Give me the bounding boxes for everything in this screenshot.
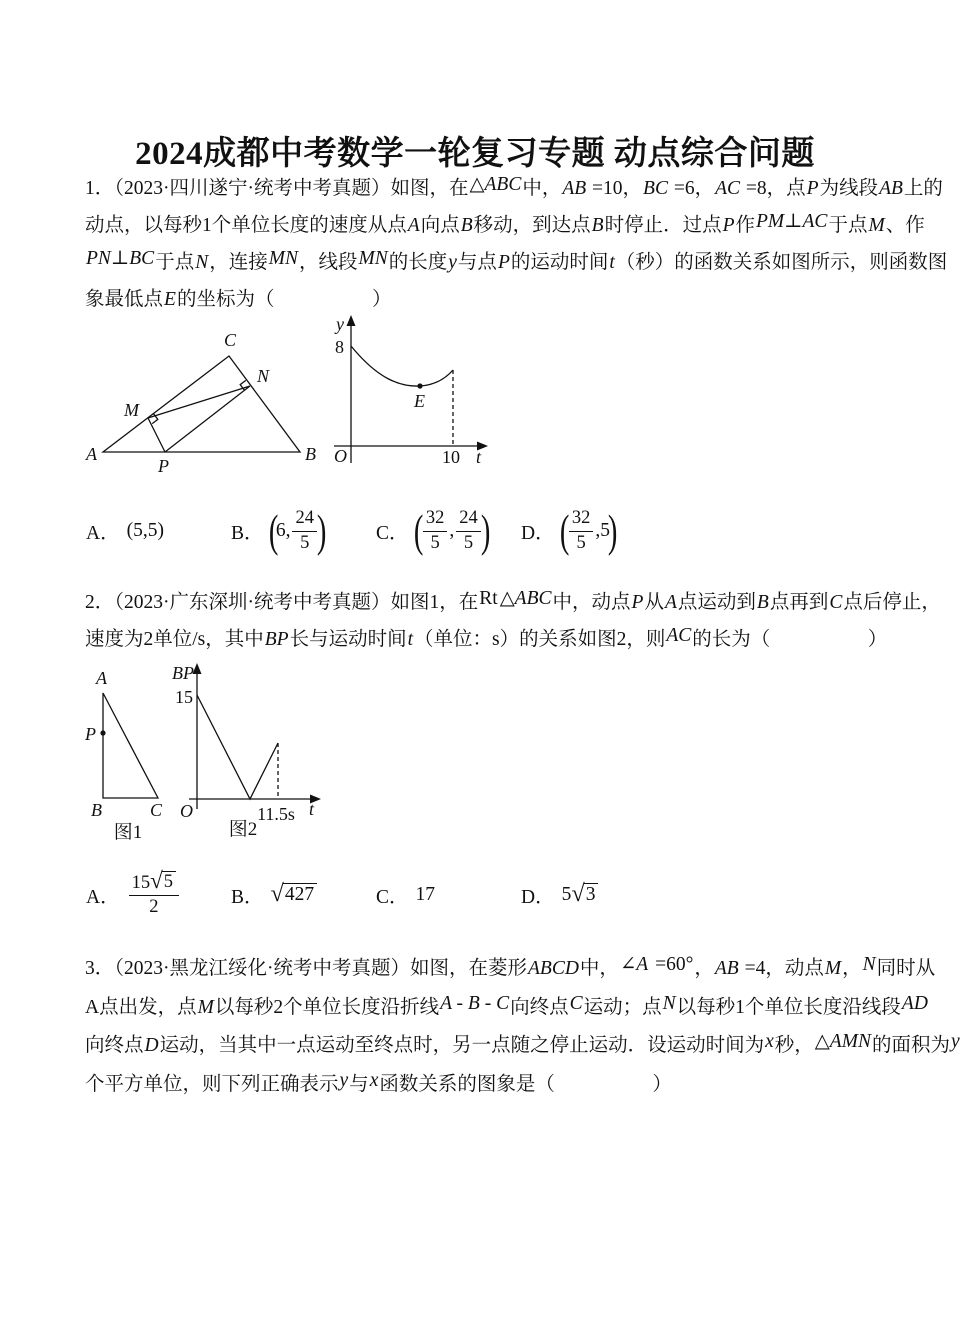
question-2-options [86, 858, 666, 932]
math-segment: ABCD [528, 958, 579, 979]
text-segment: 运动；点 [583, 996, 662, 1018]
origin-label: O [334, 446, 347, 466]
text-segment: ，连接 [209, 252, 268, 273]
fraction [569, 508, 594, 554]
y-axis-label: y [336, 314, 344, 334]
big-paren: ( [268, 505, 278, 557]
question-3-line-4 [85, 1066, 885, 1105]
text-segment: 向终点 [85, 1035, 144, 1056]
text-segment: 15 [131, 873, 151, 894]
math-segment: N [662, 992, 676, 1014]
text-segment: 向点 [420, 215, 460, 236]
math-segment: A [407, 215, 420, 236]
text-segment: 运动，当其中一点运动至终点时，另一点随之停止运动．设运动时间为 [159, 1035, 765, 1056]
option-letter: B． [231, 523, 264, 544]
math-segment: AB [714, 958, 739, 979]
text-segment: 、作 [885, 215, 925, 236]
question-2-line-2 [85, 621, 888, 658]
math-segment: t [609, 252, 615, 273]
label-E: E [414, 391, 425, 411]
radicand: 427 [283, 883, 317, 906]
x-tick-11-5s: 11.5s [257, 804, 295, 824]
label-C: C [150, 800, 163, 820]
big-paren: ( [413, 505, 423, 557]
text-segment: ， [842, 958, 862, 979]
point-P-dot [100, 730, 105, 735]
text-segment: A点出发，点 [85, 996, 197, 1018]
math-segment: D [144, 1035, 159, 1056]
label-P: P [158, 456, 169, 476]
text-segment: 24 [295, 508, 314, 529]
option-letter: B． [231, 887, 264, 908]
option-value [413, 505, 491, 557]
text-segment: 象最低点 [85, 289, 164, 310]
x-axis-label: t [476, 447, 482, 467]
radical-sign: √ [571, 879, 585, 907]
math-segment: Rt [479, 588, 498, 609]
text-segment: 向终点 [510, 996, 569, 1018]
math-segment: N [862, 954, 876, 975]
text-segment: 函数关系的图象是（ ） [379, 1073, 672, 1095]
math-segment: △ABC [499, 588, 552, 609]
q2-option-c [376, 881, 521, 909]
text-segment: =6， [668, 178, 715, 199]
label-N: N [257, 366, 270, 386]
text-segment: 24 [459, 508, 478, 529]
fraction-numerator [569, 508, 594, 531]
math-segment: AD [901, 992, 928, 1014]
text-segment: 17 [415, 884, 436, 905]
fraction [129, 868, 179, 918]
fraction-denominator [300, 532, 309, 554]
fraction-denominator [430, 532, 439, 554]
text-segment: 的坐标为（ ） [176, 289, 392, 310]
option-value [127, 868, 181, 918]
text-segment: 点运动到 [677, 592, 756, 613]
math-segment: AB [879, 178, 903, 199]
text-segment: 与点 [457, 252, 497, 273]
fraction-denominator [464, 532, 473, 554]
text-segment: 的面积为 [871, 1035, 950, 1056]
math-segment: PN⊥BC [86, 248, 155, 269]
text-segment: 2 [149, 897, 159, 918]
option-letter: C． [376, 887, 409, 908]
text-segment: ， [694, 958, 714, 979]
text-segment: 的长为（ ） [692, 629, 888, 650]
big-paren: ) [607, 505, 618, 557]
math-segment: B [591, 215, 604, 236]
question-2-line-1 [85, 584, 941, 621]
math-segment: y [448, 252, 457, 273]
fraction-denominator [577, 532, 586, 554]
text-segment: 的运动时间 [510, 252, 609, 273]
text-segment: 5 [430, 532, 440, 553]
option-letter: A． [86, 886, 120, 908]
math-segment: M [868, 215, 885, 236]
question-3 [85, 950, 960, 1104]
min-point-dot [417, 383, 422, 388]
fraction [456, 508, 481, 554]
text-segment: 个平方单位，则下列正确表示 [85, 1073, 339, 1095]
text-segment: 时停止．过点 [604, 215, 722, 236]
question-2 [85, 584, 941, 658]
math-segment: AB [562, 178, 587, 199]
question-3-line-3 [85, 1027, 960, 1066]
x-axis-label: t [309, 799, 315, 819]
math-segment: B [460, 215, 473, 236]
math-segment: x [765, 1031, 774, 1052]
label-A: A [86, 444, 97, 464]
math-segment: P [722, 215, 735, 236]
text-segment: 2．（2023·广东深圳·统考中考真题）如图1，在 [85, 592, 479, 613]
q1-option-b [231, 505, 376, 557]
text-segment: 5 [463, 532, 474, 553]
question-3-line-2 [85, 989, 928, 1028]
text-segment: （单位：s）的关系如图2，则 [414, 629, 666, 650]
text-segment: 于点 [155, 252, 195, 273]
math-segment: E [164, 289, 176, 310]
y-tick-8: 8 [335, 337, 344, 357]
option-value [561, 879, 599, 907]
square-root [270, 879, 318, 907]
text-segment: , [449, 520, 455, 541]
text-segment: 32 [571, 508, 591, 529]
label-B: B [91, 800, 102, 820]
x-tick-10: 10 [442, 447, 460, 467]
math-segment: B [756, 592, 769, 613]
big-paren: ) [480, 505, 491, 557]
radicand: 5 [162, 871, 176, 893]
text-segment: 上的 [903, 178, 943, 199]
fraction-denominator [149, 896, 158, 918]
big-paren: ) [316, 505, 327, 557]
y-tick-15: 15 [175, 687, 193, 707]
math-segment: y [339, 1069, 349, 1091]
page-title: 2024成都中考数学一轮复习专题 动点综合问题 [135, 136, 815, 172]
text-segment: =10， [587, 178, 643, 199]
question-1 [85, 170, 948, 318]
fraction-numerator [423, 508, 448, 531]
math-segment: A [664, 592, 677, 613]
text-segment: 中，动点 [552, 592, 631, 613]
text-segment: 于点 [828, 215, 868, 236]
q1-option-c [376, 505, 521, 557]
text-segment: 秒， [774, 1035, 814, 1056]
text-segment: （秒）的函数关系如图所示，则函数图 [615, 252, 948, 273]
text-segment: 作 [735, 215, 756, 236]
text-segment: 5 [300, 532, 310, 553]
math-segment: A - B - C [440, 992, 510, 1014]
question-1-line-1 [85, 170, 943, 207]
option-value [270, 879, 318, 907]
text-segment: 的长度 [388, 252, 448, 273]
math-segment: P [631, 592, 644, 613]
text-segment: ,5 [595, 520, 611, 541]
label-A: A [96, 668, 107, 688]
text-segment: 6, [275, 520, 291, 541]
square-root [150, 868, 176, 895]
option-letter: C． [376, 523, 409, 544]
text-segment: 移动，到达点 [473, 215, 591, 236]
math-segment: C [569, 992, 583, 1014]
text-segment: 3．（2023·黑龙江绥化·统考中考真题）如图，在菱形 [85, 958, 527, 979]
text-segment: 长与运动时间 [289, 629, 407, 650]
question-3-line-1 [85, 950, 936, 989]
math-segment: N [195, 252, 209, 273]
math-segment: ∠A [619, 954, 649, 975]
option-value [268, 505, 327, 557]
figure-2-caption: 图2 [228, 819, 258, 840]
math-segment: t [407, 629, 414, 650]
math-segment: MN [358, 248, 388, 269]
question-1-line-2 [85, 207, 925, 244]
text-segment: 中， [522, 178, 562, 199]
q2-option-d [521, 881, 666, 909]
math-segment: C [829, 592, 843, 613]
text-segment: 速度为2单位/s，其中 [85, 629, 264, 650]
big-paren: ( [559, 505, 570, 557]
text-segment: 动点，以每秒1个单位长度的速度从点 [85, 215, 407, 236]
origin-label: O [180, 801, 193, 821]
q2-option-b [231, 881, 376, 909]
option-value [416, 884, 436, 906]
text-segment: 与 [349, 1073, 369, 1095]
math-segment: P [497, 252, 510, 273]
label-C: C [224, 330, 237, 350]
option-letter: D． [521, 523, 555, 544]
q2-option-a [86, 868, 231, 918]
radical-sign: √ [150, 868, 163, 895]
label-M: M [124, 400, 139, 420]
question-1-options [86, 500, 666, 562]
text-segment: =4，动点 [739, 958, 824, 979]
radicand: 3 [584, 883, 599, 906]
option-value [559, 505, 618, 557]
math-segment: △ABC [469, 174, 522, 195]
math-segment: M [197, 996, 214, 1018]
square-root [571, 879, 598, 907]
figure-1-caption: 图1 [113, 822, 143, 843]
text-segment: 从 [644, 592, 664, 613]
fraction-numerator [129, 868, 179, 896]
option-letter: A． [86, 523, 120, 544]
math-segment: =60° [650, 954, 694, 975]
option-value [127, 520, 164, 542]
math-segment: M [824, 958, 842, 979]
math-segment: MN [268, 248, 298, 269]
math-segment: BC [643, 178, 668, 199]
text-segment: (5,5) [126, 520, 164, 541]
fraction [423, 508, 448, 554]
math-segment: P [806, 178, 819, 199]
q1-option-d [521, 505, 666, 557]
fraction [292, 508, 317, 554]
q1-option-a [86, 517, 231, 545]
text-segment: 以每秒2个单位长度沿折线 [214, 996, 440, 1018]
text-segment: 5 [561, 884, 572, 905]
text-segment: =8，点 [741, 178, 806, 199]
text-segment: 5 [576, 532, 586, 553]
q1-triangle-figure [80, 326, 325, 478]
math-segment: AC [666, 625, 692, 646]
text-segment: 中， [579, 958, 619, 979]
y-axis-label-BP: BP [172, 663, 194, 683]
math-segment: △AMN [814, 1031, 871, 1052]
q1-graph-figure [330, 313, 498, 478]
fraction-numerator [456, 508, 481, 531]
text-segment: 以每秒1个单位长度沿线段 [676, 996, 901, 1018]
fraction-numerator [292, 508, 317, 531]
radical-sign: √ [270, 879, 284, 907]
label-P: P [85, 724, 96, 744]
math-segment: PM⊥AC [756, 211, 828, 232]
option-letter: D． [521, 887, 555, 908]
math-segment: x [369, 1069, 379, 1091]
math-segment: BP [264, 629, 289, 650]
text-segment: 1．（2023·四川遂宁·统考中考真题）如图，在 [85, 178, 469, 199]
text-segment: 32 [425, 508, 445, 529]
q2-graph-figure [163, 661, 335, 841]
label-B: B [305, 444, 316, 464]
text-segment: 为线段 [819, 178, 879, 199]
text-segment: 同时从 [876, 958, 936, 979]
question-1-line-3 [85, 244, 948, 281]
math-segment: y [950, 1031, 960, 1052]
text-segment: 点再到 [769, 592, 829, 613]
text-segment: 点后停止， [843, 592, 941, 613]
text-segment: ，线段 [298, 252, 358, 273]
math-segment: AC [715, 178, 741, 199]
